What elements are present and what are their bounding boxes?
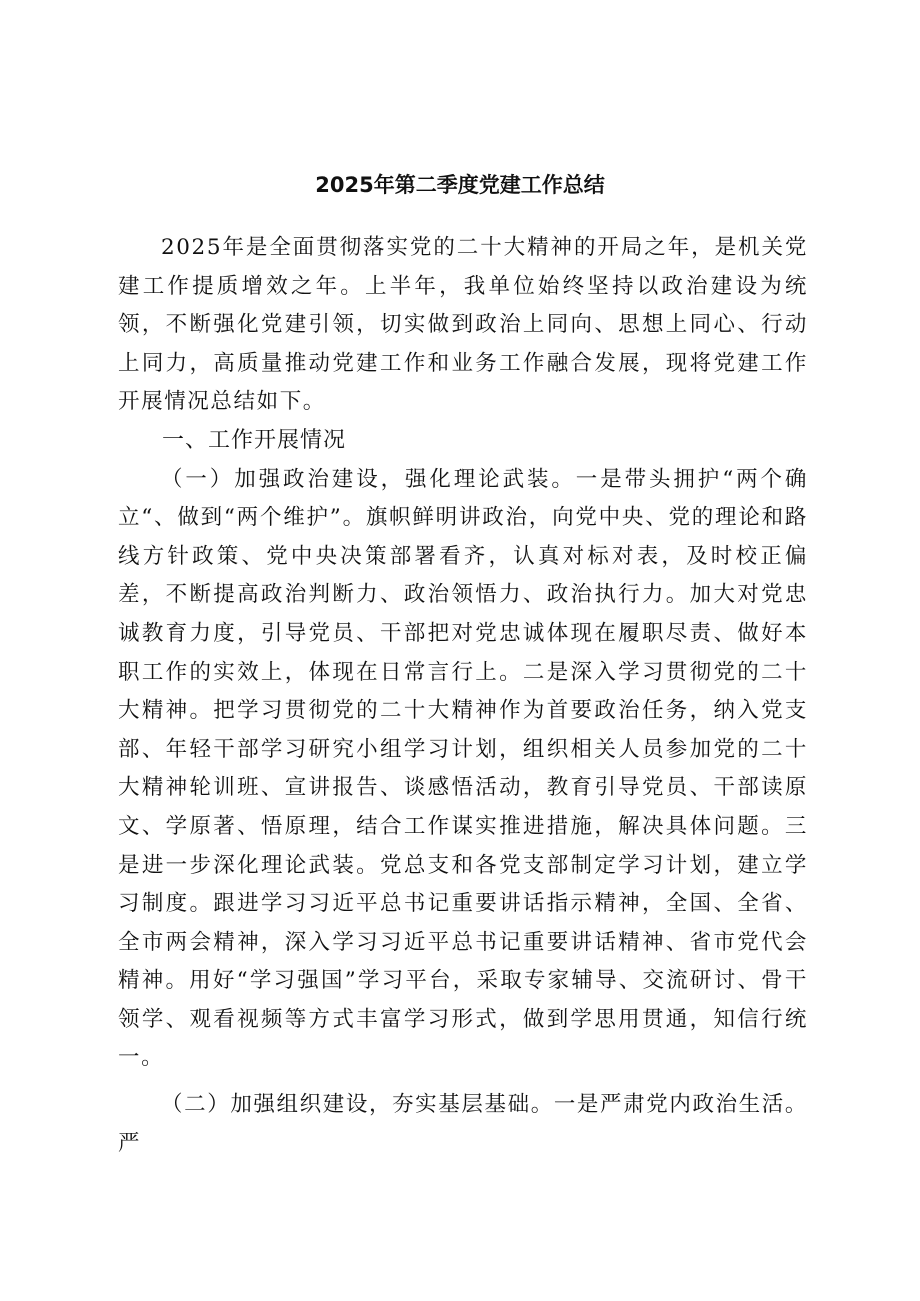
document-title: 2025年第二季度党建工作总结 xyxy=(315,173,605,197)
body-paragraph: （二）加强组织建设，夯实基层基础。一是严肃党内政治生活。严 xyxy=(118,1092,808,1156)
document-body xyxy=(118,229,808,1163)
section-heading: 一、工作开展情况 xyxy=(162,427,347,453)
intro-paragraph: 2025年是全面贯彻落实党的二十大精神的开局之年，是机关党建工作提质增效之年。上半年，我单位始终坚持以政治建设为统领，不断强化党建引领，切实做到政治上同向、思想上同心、行动上同力，高质量推动党建工作和业务工作融合发展，现将党建工作开展情况总结如下。 xyxy=(118,235,808,415)
body-paragraph: （一）加强政治建设，强化理论武装。一是带头拥护“两个确立“、做到“两个维护”。旗帜鲜明讲政治，向党中央、党的理论和路线方针政策、党中央决策部署看齐，认真对标对表，及时校正偏差，不断提高政治判断力、政治领悟力、政治执行力。加大对党忠诚教育力度，引导党员、干部把对党忠诚体现在履职尽责、做好本职工作的实效上，体现在日常言行上。二是深入学习贯彻党的二十大精神。把学习贯彻党的二十大精神作为首要政治任务，纳入党支部、年轻干部学习研究小组学习计划，组织相关人员参加党的二十大精神轮训班、宣讲报告、谈感悟活动，教育引导党员、干部读原文、学原著、悟原理，结合工作谋实推进措施，解决具体问题。三是进一步深化理论武装。党总支和各党支部制定学习计划，建立学习制度。跟进学习习近平总书记重要讲话指示精神，全国、全省、全市两会精神，深入学习习近平总书记重要讲话精神、省市党代会精神。用好“学习强国”学习平台，采取专家辅导、交流研讨、骨干领学、观看视频等方式丰富学习形式，做到学思用贯通，知信行统一。 xyxy=(118,466,808,1071)
